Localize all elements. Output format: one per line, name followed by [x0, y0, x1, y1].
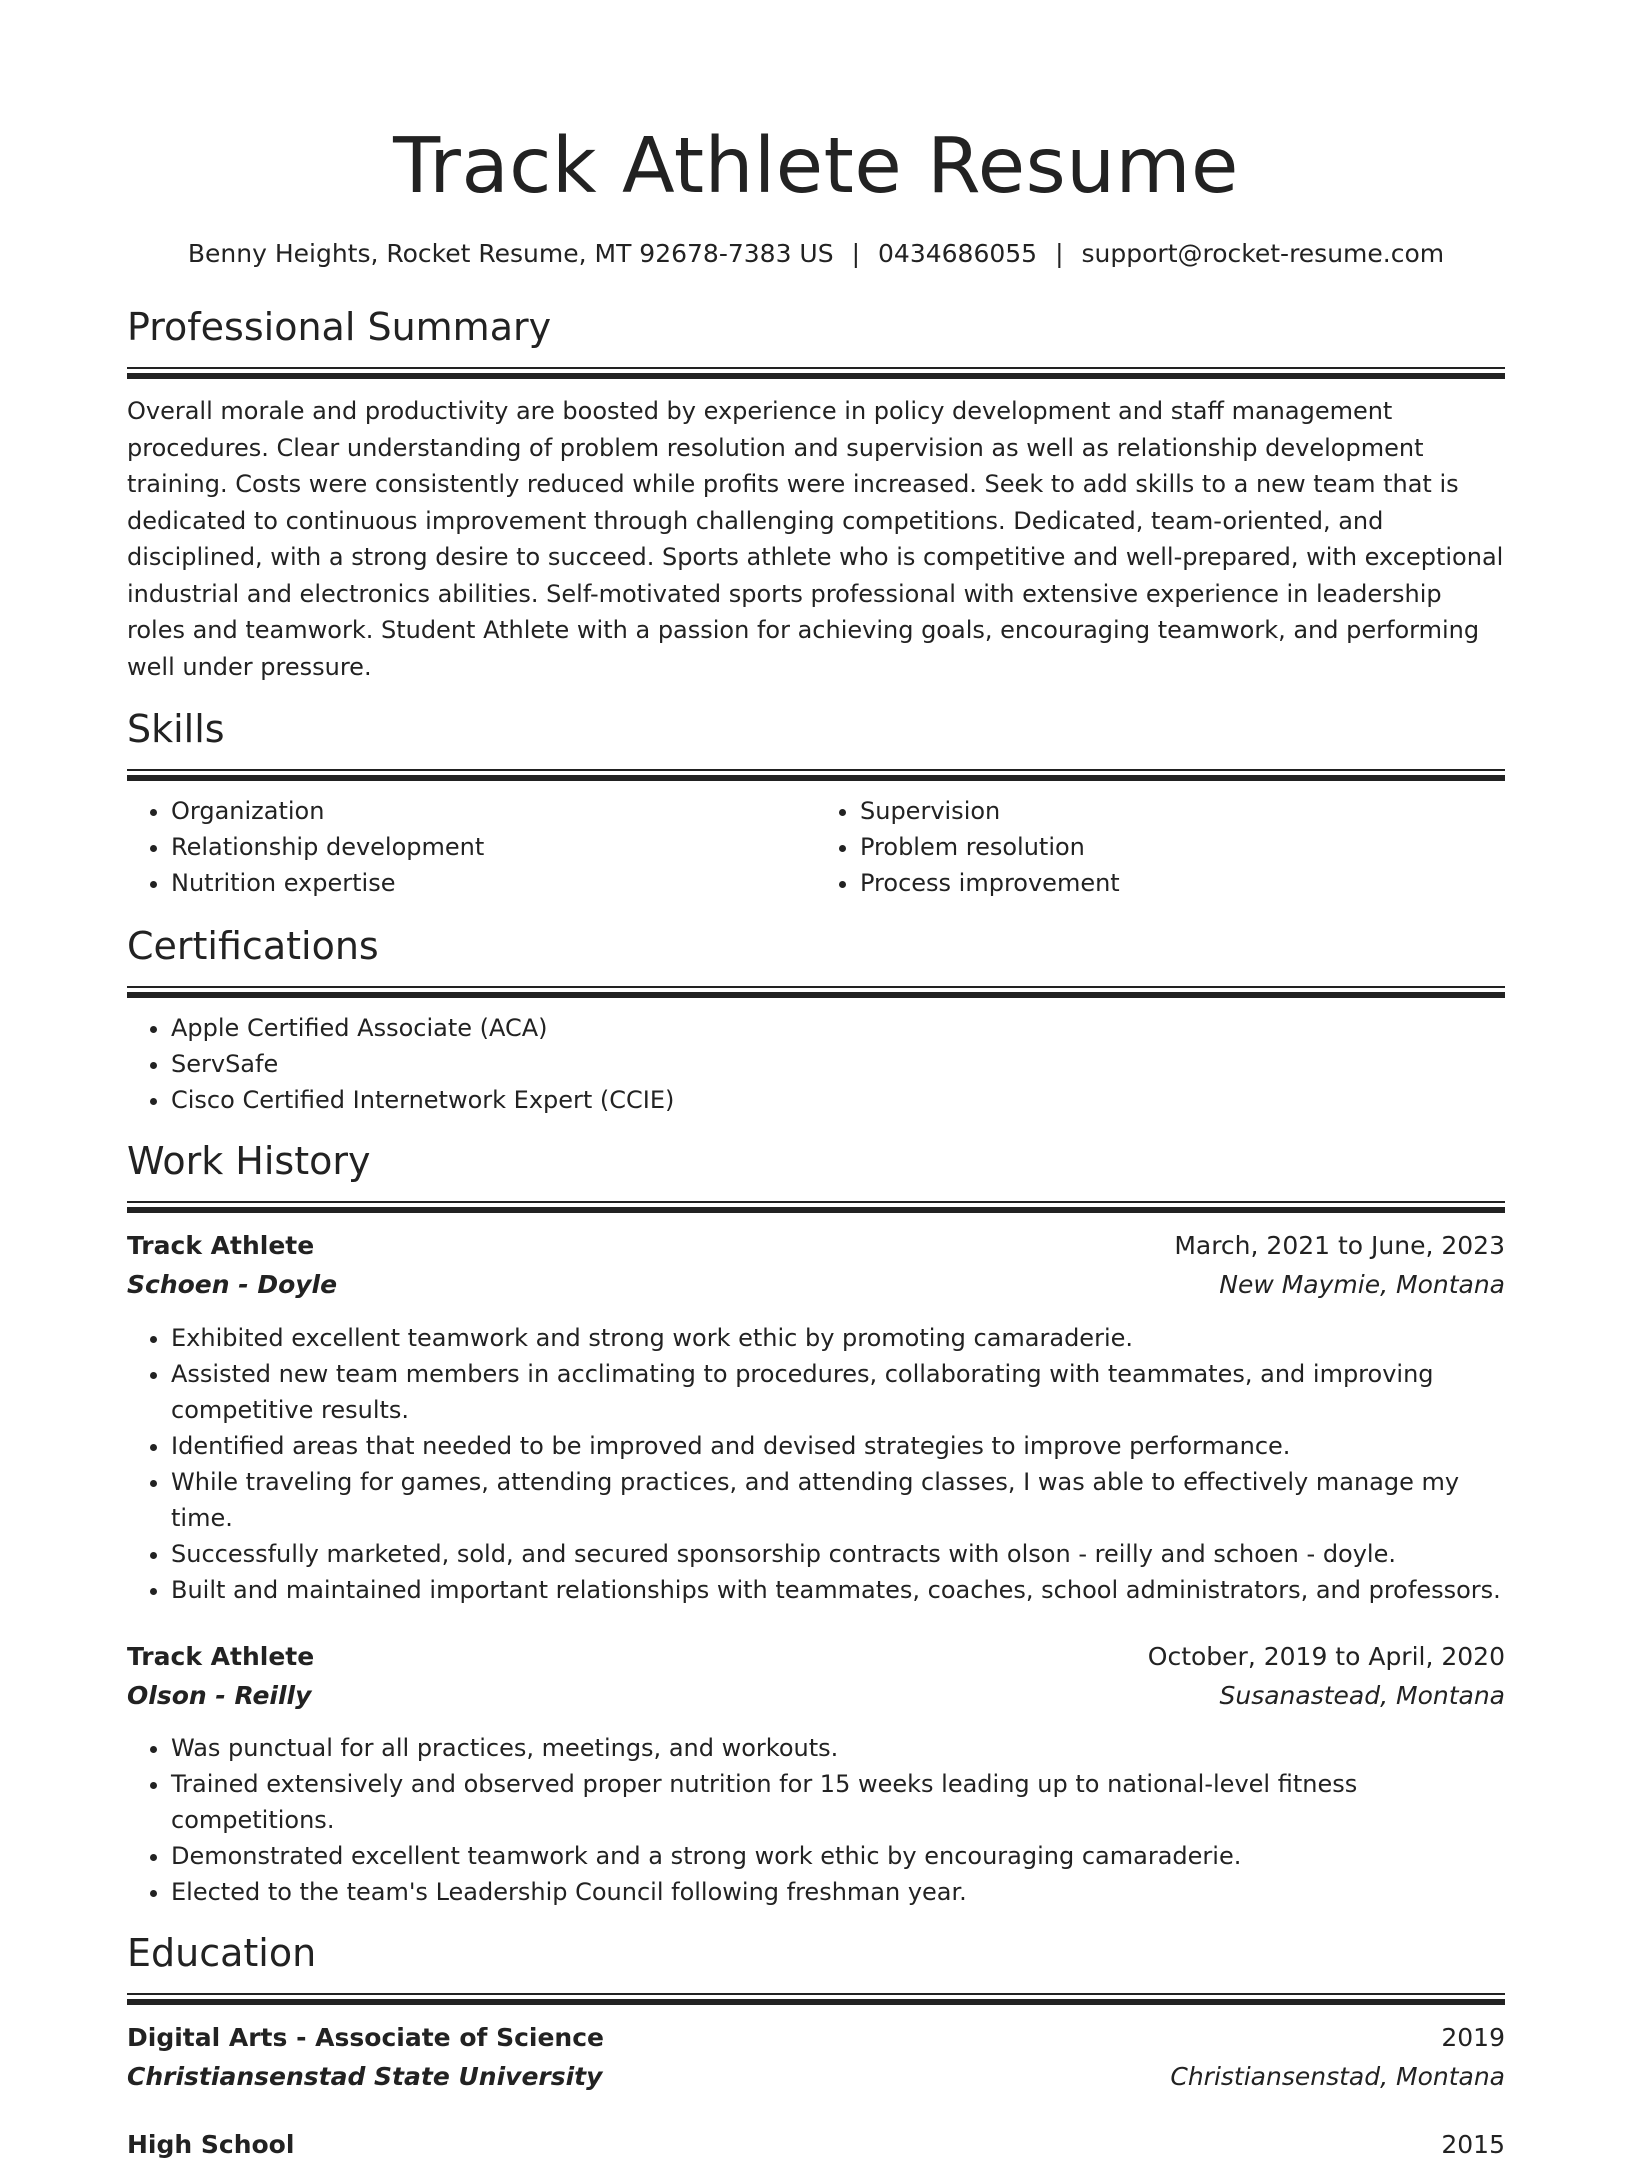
job-duty: • Successfully marketed, sold, and secured sponsorship contracts with olson - reilly and schoen - doyle. — [171, 1536, 1505, 1572]
skill-item: • Process improvement — [860, 865, 1505, 901]
job-duty: • Demonstrated excellent teamwork and a strong work ethic by encouraging camaraderie. — [171, 1838, 1505, 1874]
job-duty: • Was punctual for all practices, meetings, and workouts. — [171, 1730, 1505, 1766]
contact-separator: | — [1055, 239, 1064, 268]
job-duty: • Identified areas that needed to be improved and devised strategies to improve performance. — [171, 1428, 1505, 1464]
job-employer: Olson - Reilly — [127, 1681, 312, 1710]
skill-item: • Supervision — [860, 793, 1505, 829]
job-location: New Maymie, Montana — [1219, 1270, 1505, 1299]
resume-title: Track Athlete Resume — [393, 122, 1239, 211]
section-heading: Education — [127, 1931, 317, 1975]
job-entry — [127, 1638, 1505, 1910]
job-dates: October, 2019 to April, 2020 — [1147, 1642, 1505, 1671]
certification-item: • ServSafe — [171, 1046, 1505, 1082]
section-heading: Certifications — [127, 924, 379, 968]
education-location: Christiansenstad, Montana — [1170, 2062, 1505, 2091]
section-heading: Work History — [127, 1139, 371, 1183]
contact-email: support@rocket-resume.com — [1081, 239, 1445, 268]
work-history-section — [127, 1138, 1505, 1910]
skills-column-left — [127, 793, 816, 901]
job-dates: March, 2021 to June, 2023 — [1174, 1231, 1505, 1260]
skills-column-right — [816, 793, 1505, 901]
education-section — [127, 1930, 1505, 2164]
education-year: 2015 — [1441, 2130, 1505, 2159]
certification-item: • Cisco Certified Internetwork Expert (CCIE) — [171, 1082, 1505, 1118]
education-degree: Digital Arts - Associate of Science — [127, 2023, 605, 2052]
skill-item: • Problem resolution — [860, 829, 1505, 865]
certification-item: • Apple Certified Associate (ACA) — [171, 1010, 1505, 1046]
contact-phone: 0434686055 — [878, 239, 1038, 268]
contact-address: Benny Heights, Rocket Resume, MT 92678-7383 US — [187, 239, 834, 268]
section-heading: Professional Summary — [127, 305, 552, 349]
job-duty: • While traveling for games, attending practices, and attending classes, I was able to effectively manage my time. — [171, 1464, 1505, 1536]
skill-item: • Relationship development — [171, 829, 816, 865]
job-duties — [127, 1320, 1505, 1608]
job-title: Track Athlete — [127, 1231, 315, 1260]
job-employer: Schoen - Doyle — [127, 1270, 338, 1299]
job-location: Susanastead, Montana — [1219, 1681, 1505, 1710]
education-school: Christiansenstad State University — [127, 2062, 603, 2091]
skills-section — [127, 706, 1505, 901]
contact-separator: | — [851, 239, 861, 268]
certifications-list — [127, 1010, 1505, 1118]
section-heading: Skills — [127, 707, 225, 751]
section-divider — [127, 367, 1505, 381]
summary-section — [127, 304, 1505, 685]
section-divider — [127, 769, 1505, 783]
job-title: Track Athlete — [127, 1642, 315, 1671]
education-entry — [127, 2019, 1505, 2096]
job-duty: • Exhibited excellent teamwork and strong work ethic by promoting camaraderie. — [171, 1320, 1505, 1356]
job-duty: • Built and maintained important relationships with teammates, coaches, school administrators, and professors. — [171, 1572, 1505, 1608]
job-duty: • Assisted new team members in acclimating to procedures, collaborating with teammates, and improving competitive results. — [171, 1356, 1505, 1428]
education-degree: High School — [127, 2130, 295, 2159]
job-duty: • Elected to the team's Leadership Council following freshman year. — [171, 1874, 1505, 1910]
job-duties — [127, 1730, 1505, 1910]
skill-item: • Nutrition expertise — [171, 865, 816, 901]
contact-line — [127, 237, 1505, 271]
summary-text: Overall morale and productivity are boosted by experience in policy development and staff management procedures. Clear understanding of problem resolution and supervision as well as relationship development training. Costs were consistently reduced while profits were increased. Seek to add skills to a new team that is dedicated to continuous improvement through challenging competitions. Dedicated, team-oriented, and disciplined, with a strong desire to succeed. Sports athlete who is competitive and well-prepared, with exceptional industrial and electronics abilities. Self-motivated sports professional with extensive experience in leadership roles and teamwork. Student Athlete with a passion for achieving goals, encouraging teamwork, and performing well under pressure. — [127, 397, 1504, 681]
skills-list — [127, 793, 1505, 901]
certifications-section — [127, 923, 1505, 1118]
section-divider — [127, 986, 1505, 1000]
education-year: 2019 — [1441, 2023, 1505, 2052]
job-entry — [127, 1227, 1505, 1608]
education-entry — [127, 2126, 1505, 2164]
section-divider — [127, 1993, 1505, 2007]
skill-item: • Organization — [171, 793, 816, 829]
section-divider — [127, 1201, 1505, 1215]
job-duty: • Trained extensively and observed proper nutrition for 15 weeks leading up to national-level fitness competitions. — [171, 1766, 1505, 1838]
